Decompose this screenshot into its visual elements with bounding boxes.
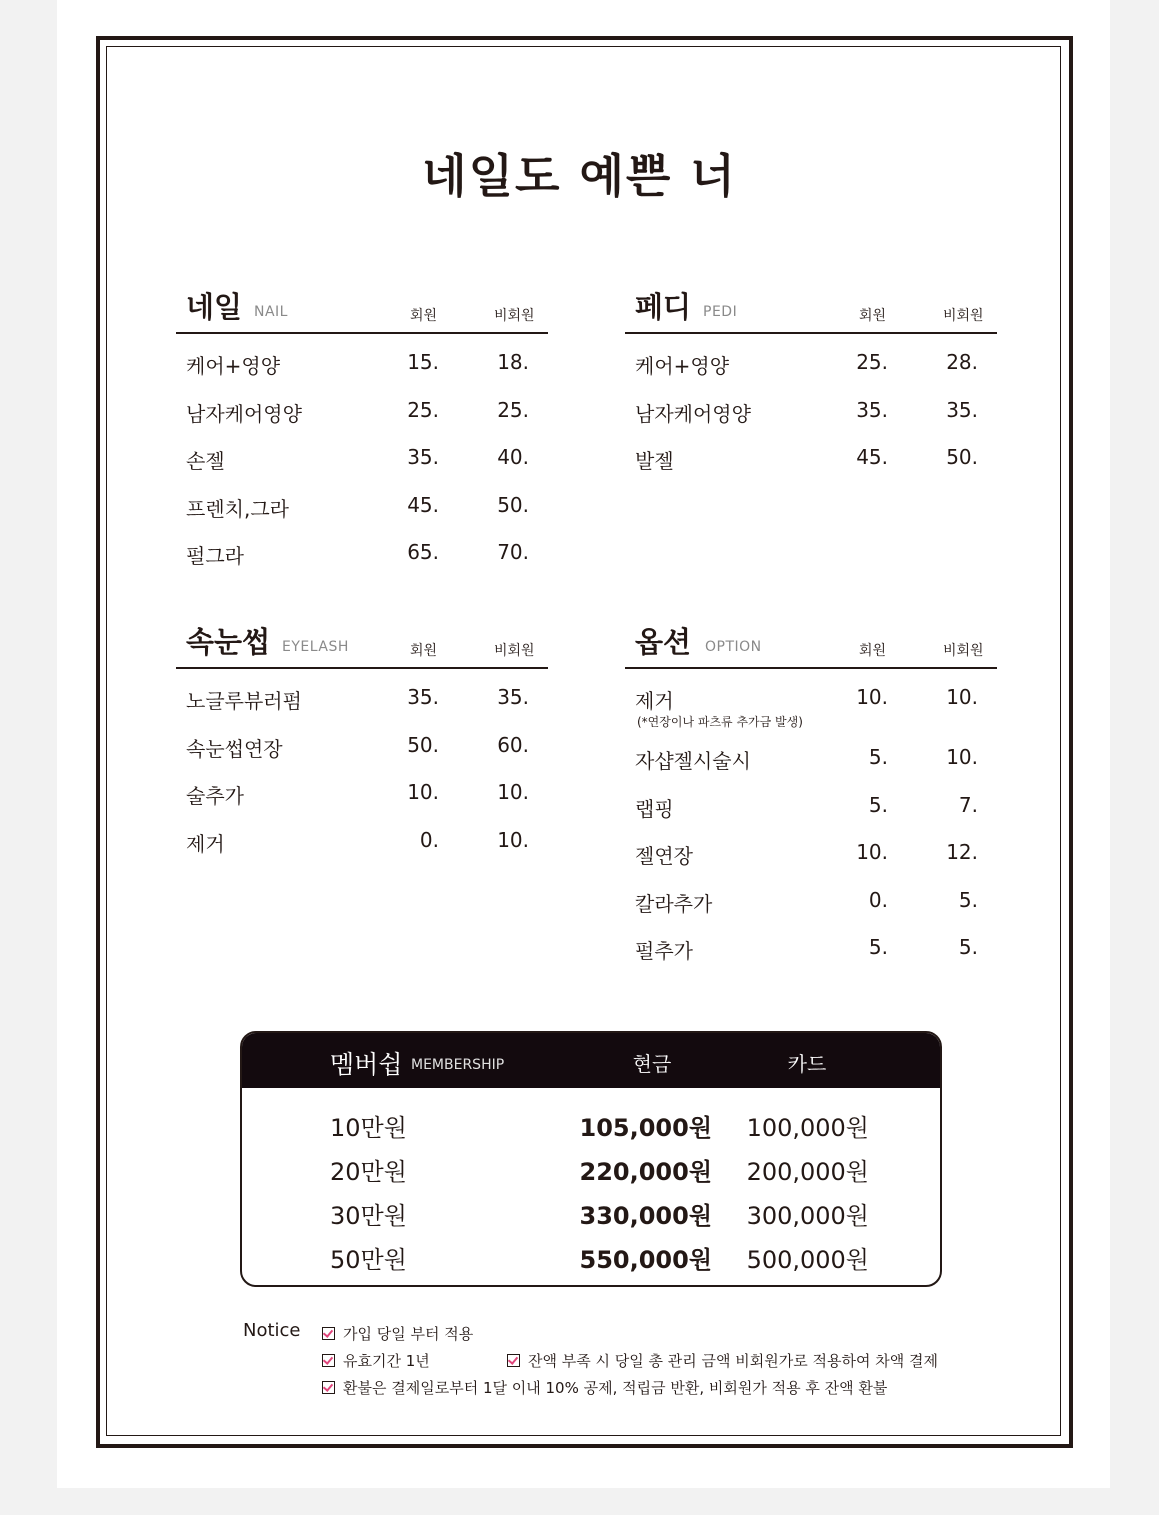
member-price: 5. xyxy=(868,935,888,959)
cash-column-header: 현금 xyxy=(632,1052,672,1076)
member-price: 5. xyxy=(868,792,888,817)
nonmember-price: 40. xyxy=(497,445,529,469)
item-name: 속눈썹연장 xyxy=(186,736,283,761)
nonmember-price: 50. xyxy=(497,492,529,517)
nail-header xyxy=(176,290,548,334)
option-section xyxy=(625,625,997,981)
shop-title: 네일도 예쁜 너 xyxy=(422,149,737,203)
eyelash-section xyxy=(176,625,548,873)
option-title: 옵션 xyxy=(635,625,692,659)
table-row xyxy=(242,1196,940,1240)
member-price: 65. xyxy=(407,540,439,564)
list-item xyxy=(176,683,548,731)
notice-label: Notice xyxy=(243,1320,301,1341)
nonmember-price: 18. xyxy=(497,350,529,374)
nonmember-price: 5. xyxy=(958,935,978,959)
pedi-section xyxy=(625,290,997,491)
item-name: 술추가 xyxy=(186,784,244,808)
item-note: (*연장이나 파츠류 추가금 발생) xyxy=(637,715,803,729)
member-price: 35. xyxy=(856,397,888,422)
checkbox-icon xyxy=(322,1381,335,1394)
item-name: 남자케어영양 xyxy=(635,401,751,426)
cash-price: 550,000원 xyxy=(579,1246,712,1274)
item-name: 프렌치,그라 xyxy=(186,496,289,521)
member-price: 25. xyxy=(407,397,439,422)
card-column-header: 카드 xyxy=(787,1052,827,1076)
nonmember-price: 7. xyxy=(958,792,978,817)
list-item xyxy=(176,491,548,539)
member-price: 35. xyxy=(407,445,439,469)
notice-text: 잔액 부족 시 당일 총 관리 금액 비회원가로 적용하여 차액 결제 xyxy=(528,1352,938,1370)
pedi-list xyxy=(625,348,997,491)
checkbox-icon xyxy=(322,1327,335,1340)
pedi-nonmember-col: 비회원 xyxy=(943,308,984,324)
item-name: 제거 xyxy=(635,689,674,713)
nonmember-price: 35. xyxy=(497,685,529,709)
nonmember-price: 12. xyxy=(946,840,978,864)
item-name: 칼라추가 xyxy=(635,891,713,916)
item-name: 케어+영양 xyxy=(186,354,281,378)
list-item xyxy=(625,838,997,886)
pedi-header xyxy=(625,290,997,334)
membership-rows xyxy=(242,1088,940,1284)
eyelash-header xyxy=(176,625,548,669)
list-item xyxy=(625,886,997,934)
list-item xyxy=(176,826,548,874)
item-name: 자샵젤시술시 xyxy=(635,749,751,773)
list-item xyxy=(625,396,997,444)
option-nonmember-col: 비회원 xyxy=(943,643,984,659)
member-price: 50. xyxy=(407,732,439,757)
membership-amount: 50만원 xyxy=(330,1246,407,1274)
nonmember-price: 10. xyxy=(497,827,529,852)
list-item xyxy=(176,443,548,491)
membership-amount: 30만원 xyxy=(330,1202,407,1230)
item-name: 노글루뷰러펌 xyxy=(186,689,302,713)
nail-section xyxy=(176,290,548,586)
membership-subtitle: MEMBERSHIP xyxy=(411,1057,505,1073)
list-item xyxy=(176,778,548,826)
membership-header xyxy=(242,1033,940,1088)
card-price: 300,000원 xyxy=(746,1202,869,1230)
notice-text: 유효기간 1년 xyxy=(343,1352,430,1370)
member-price: 10. xyxy=(856,685,888,709)
option-list xyxy=(625,683,997,981)
list-item xyxy=(176,396,548,444)
nonmember-price: 5. xyxy=(958,887,978,912)
pedi-subtitle: PEDI xyxy=(703,304,738,320)
nonmember-price: 35. xyxy=(946,397,978,422)
membership-table xyxy=(240,1031,942,1287)
member-price: 0. xyxy=(868,887,888,912)
item-name: 펄그라 xyxy=(186,544,244,568)
item-name: 손젤 xyxy=(186,449,225,473)
nail-member-col: 회원 xyxy=(410,308,438,324)
table-row xyxy=(242,1152,940,1196)
card-price: 200,000원 xyxy=(746,1158,869,1186)
item-name: 남자케어영양 xyxy=(186,401,302,426)
nonmember-price: 28. xyxy=(946,350,978,374)
eyelash-list xyxy=(176,683,548,873)
option-subtitle: OPTION xyxy=(705,639,762,655)
nail-subtitle: NAIL xyxy=(254,304,288,320)
list-item xyxy=(176,731,548,779)
eyelash-subtitle: EYELASH xyxy=(282,639,349,655)
nonmember-price: 25. xyxy=(497,397,529,422)
membership-title: 멤버쉽 xyxy=(330,1050,403,1079)
notice-item xyxy=(507,1350,938,1371)
member-price: 25. xyxy=(856,350,888,374)
card-price: 100,000원 xyxy=(746,1114,869,1142)
list-item xyxy=(176,348,548,396)
nonmember-price: 10. xyxy=(946,745,978,769)
eyelash-title: 속눈썹 xyxy=(186,625,271,659)
table-row xyxy=(242,1108,940,1152)
list-item xyxy=(625,743,997,791)
nonmember-price: 50. xyxy=(946,445,978,469)
member-price: 0. xyxy=(419,827,439,852)
cash-price: 105,000원 xyxy=(579,1114,712,1142)
member-price: 15. xyxy=(407,350,439,374)
cash-price: 330,000원 xyxy=(579,1202,712,1230)
notice-item xyxy=(322,1377,887,1398)
member-price: 45. xyxy=(856,445,888,469)
membership-amount: 10만원 xyxy=(330,1114,407,1142)
notice-item xyxy=(322,1350,430,1371)
list-item xyxy=(625,683,997,743)
eyelash-member-col: 회원 xyxy=(410,643,438,659)
item-name: 제거 xyxy=(186,831,225,856)
item-name: 발젤 xyxy=(635,449,674,473)
nail-list xyxy=(176,348,548,586)
list-item xyxy=(176,538,548,586)
nonmember-price: 60. xyxy=(497,732,529,757)
member-price: 5. xyxy=(868,745,888,769)
option-member-col: 회원 xyxy=(859,643,887,659)
option-header xyxy=(625,625,997,669)
nonmember-price: 10. xyxy=(946,685,978,709)
item-name: 젤연장 xyxy=(635,844,693,868)
list-item xyxy=(625,348,997,396)
table-row xyxy=(242,1240,940,1284)
item-name: 랩핑 xyxy=(635,796,674,821)
checkbox-icon xyxy=(507,1354,520,1367)
nail-title: 네일 xyxy=(186,290,243,324)
member-price: 35. xyxy=(407,685,439,709)
membership-amount: 20만원 xyxy=(330,1158,407,1186)
notice-text: 가입 당일 부터 적용 xyxy=(343,1325,474,1343)
nonmember-price: 10. xyxy=(497,780,529,804)
nail-nonmember-col: 비회원 xyxy=(494,308,535,324)
eyelash-nonmember-col: 비회원 xyxy=(494,643,535,659)
nonmember-price: 70. xyxy=(497,540,529,564)
card-price: 500,000원 xyxy=(746,1246,869,1274)
item-name: 케어+영양 xyxy=(635,354,730,378)
notice-text: 환불은 결제일로부터 1달 이내 10% 공제, 적립금 반환, 비회원가 적용 후 잔액 환불 xyxy=(343,1379,888,1397)
list-item xyxy=(625,933,997,981)
notice-item xyxy=(322,1323,473,1344)
member-price: 10. xyxy=(856,840,888,864)
cash-price: 220,000원 xyxy=(579,1158,712,1186)
item-name: 펄추가 xyxy=(635,939,693,963)
member-price: 10. xyxy=(407,780,439,804)
member-price: 45. xyxy=(407,492,439,517)
checkbox-icon xyxy=(322,1354,335,1367)
list-item xyxy=(625,443,997,491)
list-item xyxy=(625,791,997,839)
pedi-member-col: 회원 xyxy=(859,308,887,324)
pedi-title: 페디 xyxy=(635,290,692,324)
